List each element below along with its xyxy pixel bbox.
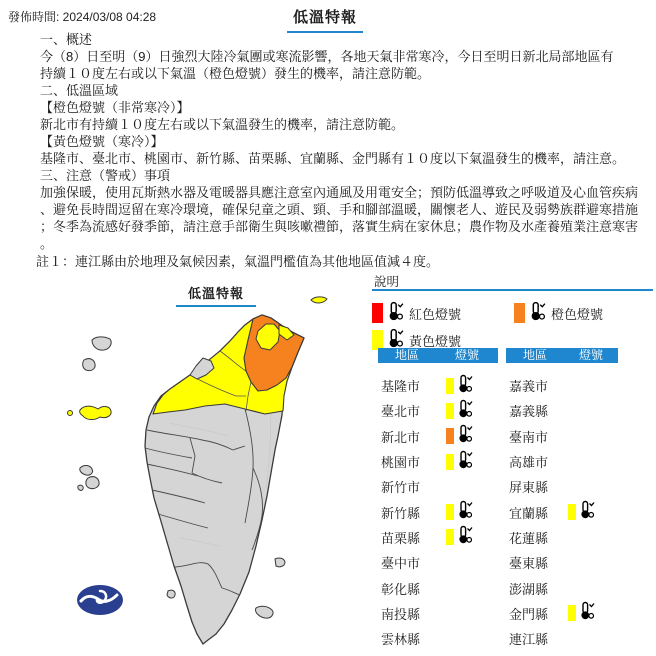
column-header-signal: 燈號 <box>578 348 603 362</box>
body-line: 一、概述 <box>40 32 93 47</box>
signal-cell <box>446 374 498 398</box>
color-swatch <box>446 378 454 394</box>
table-row <box>506 499 618 524</box>
body-line: 三、注意（警戒）事項 <box>40 168 171 183</box>
signal-cell <box>446 450 498 474</box>
region-name: 臺南市 <box>509 429 549 445</box>
legend-item-red <box>372 302 461 324</box>
signal-cell <box>446 525 498 549</box>
table-row <box>378 601 498 626</box>
region-name: 金門縣 <box>509 606 549 622</box>
table-row <box>378 474 498 499</box>
region-name: 嘉義縣 <box>509 404 549 420</box>
signal-cell <box>446 399 498 423</box>
region-name: 桃園市 <box>381 455 421 471</box>
body-line: 【橙色燈號（非常寒冷）】 <box>40 100 190 115</box>
region-name: 基隆市 <box>381 379 421 395</box>
region-name: 雲林縣 <box>381 632 421 648</box>
thermometer-icon <box>578 601 595 625</box>
column-header-region: 地區 <box>394 348 419 362</box>
table-row <box>378 373 498 398</box>
color-swatch <box>446 454 454 470</box>
color-swatch <box>568 605 576 621</box>
table-row <box>506 550 618 575</box>
thermometer-icon <box>386 301 404 326</box>
body-line: 。 <box>40 236 54 251</box>
region-table-right <box>506 348 618 651</box>
region-name: 花蓮縣 <box>509 530 549 546</box>
map-island-guishan <box>311 297 327 303</box>
table-row <box>378 398 498 423</box>
thermometer-icon <box>456 374 473 398</box>
region-name: 高雄市 <box>509 455 549 471</box>
table-row <box>506 601 618 626</box>
region-name: 屏東縣 <box>509 480 549 496</box>
body-line: 、避免長時間逗留在寒冷環境，確保兒童之頭、頸、手和腳部溫暖，關懷老人、遊民及弱勢族群避寒措施 <box>40 202 639 217</box>
page-title: 低溫特報 <box>287 6 363 33</box>
table-row <box>506 575 618 600</box>
table-row <box>378 525 498 550</box>
color-swatch <box>446 504 454 520</box>
table-body-right <box>506 373 618 651</box>
body-line: 今（8）日至明（9）日強烈大陸冷氣團或寒流影響，各地天氣非常寒冷，今日至明日新北局部地區有 <box>40 49 614 64</box>
taiwan-map-svg <box>40 278 372 656</box>
color-swatch <box>372 303 383 323</box>
signal-cell <box>446 500 498 524</box>
table-body-left <box>378 373 498 651</box>
color-swatch <box>568 504 576 520</box>
thermometer-icon <box>578 500 595 524</box>
table-header-right <box>506 348 618 363</box>
body-line: 二、低溫區域 <box>40 83 119 98</box>
table-row <box>506 373 618 398</box>
region-name: 嘉義市 <box>509 379 549 395</box>
color-swatch <box>446 529 454 545</box>
signal-cell <box>568 500 618 524</box>
thermometer-icon <box>456 500 473 524</box>
region-name: 臺中市 <box>381 556 421 572</box>
region-name: 連江縣 <box>509 632 549 648</box>
body-line: 新北市有持續１０度左右或以下氣溫發生的機率，請注意防範。 <box>40 117 405 132</box>
region-name: 新竹市 <box>381 480 421 496</box>
body-line: 基隆市、臺北市、桃園市、新竹縣、苗栗縣、宜蘭縣、金門縣有１０度以下氣溫發生的機率，請注意。 <box>40 151 626 166</box>
color-swatch <box>514 303 525 323</box>
region-name: 苗栗縣 <box>381 530 421 546</box>
color-swatch <box>372 330 383 350</box>
thermometer-icon <box>456 424 473 448</box>
thermometer-icon <box>528 301 546 326</box>
thermometer-icon <box>456 399 473 423</box>
taiwan-map <box>40 278 372 656</box>
map-islands-kinmen <box>68 406 112 419</box>
cwb-logo <box>77 585 123 615</box>
column-header-region: 地區 <box>522 348 547 362</box>
region-name: 宜蘭縣 <box>509 505 549 521</box>
region-table-left <box>378 348 498 651</box>
legend-label: 黃色燈號 <box>409 333 462 349</box>
region-name: 新北市 <box>381 429 421 445</box>
table-row <box>378 575 498 600</box>
table-row <box>506 474 618 499</box>
table-row <box>506 525 618 550</box>
table-row <box>378 550 498 575</box>
legend-title: 說明 <box>374 275 400 289</box>
body-line: 【黃色燈號（寒冷）】 <box>40 134 164 149</box>
region-name: 彰化縣 <box>381 581 421 597</box>
legend-divider <box>372 289 653 291</box>
table-row <box>378 499 498 524</box>
region-name: 南投縣 <box>381 606 421 622</box>
table-header-left <box>378 348 498 363</box>
region-name: 臺東縣 <box>509 556 549 572</box>
map-islands-penghu <box>78 465 99 490</box>
map-title: 低溫特報 <box>176 283 256 307</box>
legend-label: 紅色燈號 <box>409 306 462 322</box>
region-name: 臺北市 <box>381 404 421 420</box>
legend-item-orange <box>514 302 603 324</box>
issue-time: 發佈時間: 2024/03/08 04:28 <box>8 10 157 24</box>
table-row <box>506 626 618 651</box>
thermometer-icon <box>456 450 473 474</box>
map-islands-matsu <box>83 337 111 371</box>
table-row <box>378 449 498 474</box>
signal-cell <box>568 601 618 625</box>
color-swatch <box>446 428 454 444</box>
table-row <box>378 626 498 651</box>
body-line: ；冬季為流感好發季節，請注意手部衛生與咳嗽禮節，落實生病在家休息；農作物及水產養殖業注意寒害 <box>40 219 639 234</box>
legend-label: 橙色燈號 <box>551 306 604 322</box>
column-header-signal: 燈號 <box>454 348 479 362</box>
thermometer-icon <box>456 525 473 549</box>
color-swatch <box>446 403 454 419</box>
table-row <box>506 449 618 474</box>
table-row <box>506 398 618 423</box>
body-text <box>40 31 648 252</box>
body-line: 加強保暖，使用瓦斯熱水器及電暖器具應注意室內通風及用電安全；預防低溫導致之呼吸道及心血管疾病 <box>40 185 639 200</box>
table-row <box>506 424 618 449</box>
table-row <box>378 424 498 449</box>
signal-cell <box>446 424 498 448</box>
region-name: 澎湖縣 <box>509 581 549 597</box>
note-line: 註１：連江縣由於地理及氣候因素，氣溫門檻值為其他地區值減４度。 <box>36 254 440 269</box>
region-name: 新竹縣 <box>381 505 421 521</box>
body-line: 持續１０度左右或以下氣溫（橙色燈號）發生的機率，請注意防範。 <box>40 66 431 81</box>
